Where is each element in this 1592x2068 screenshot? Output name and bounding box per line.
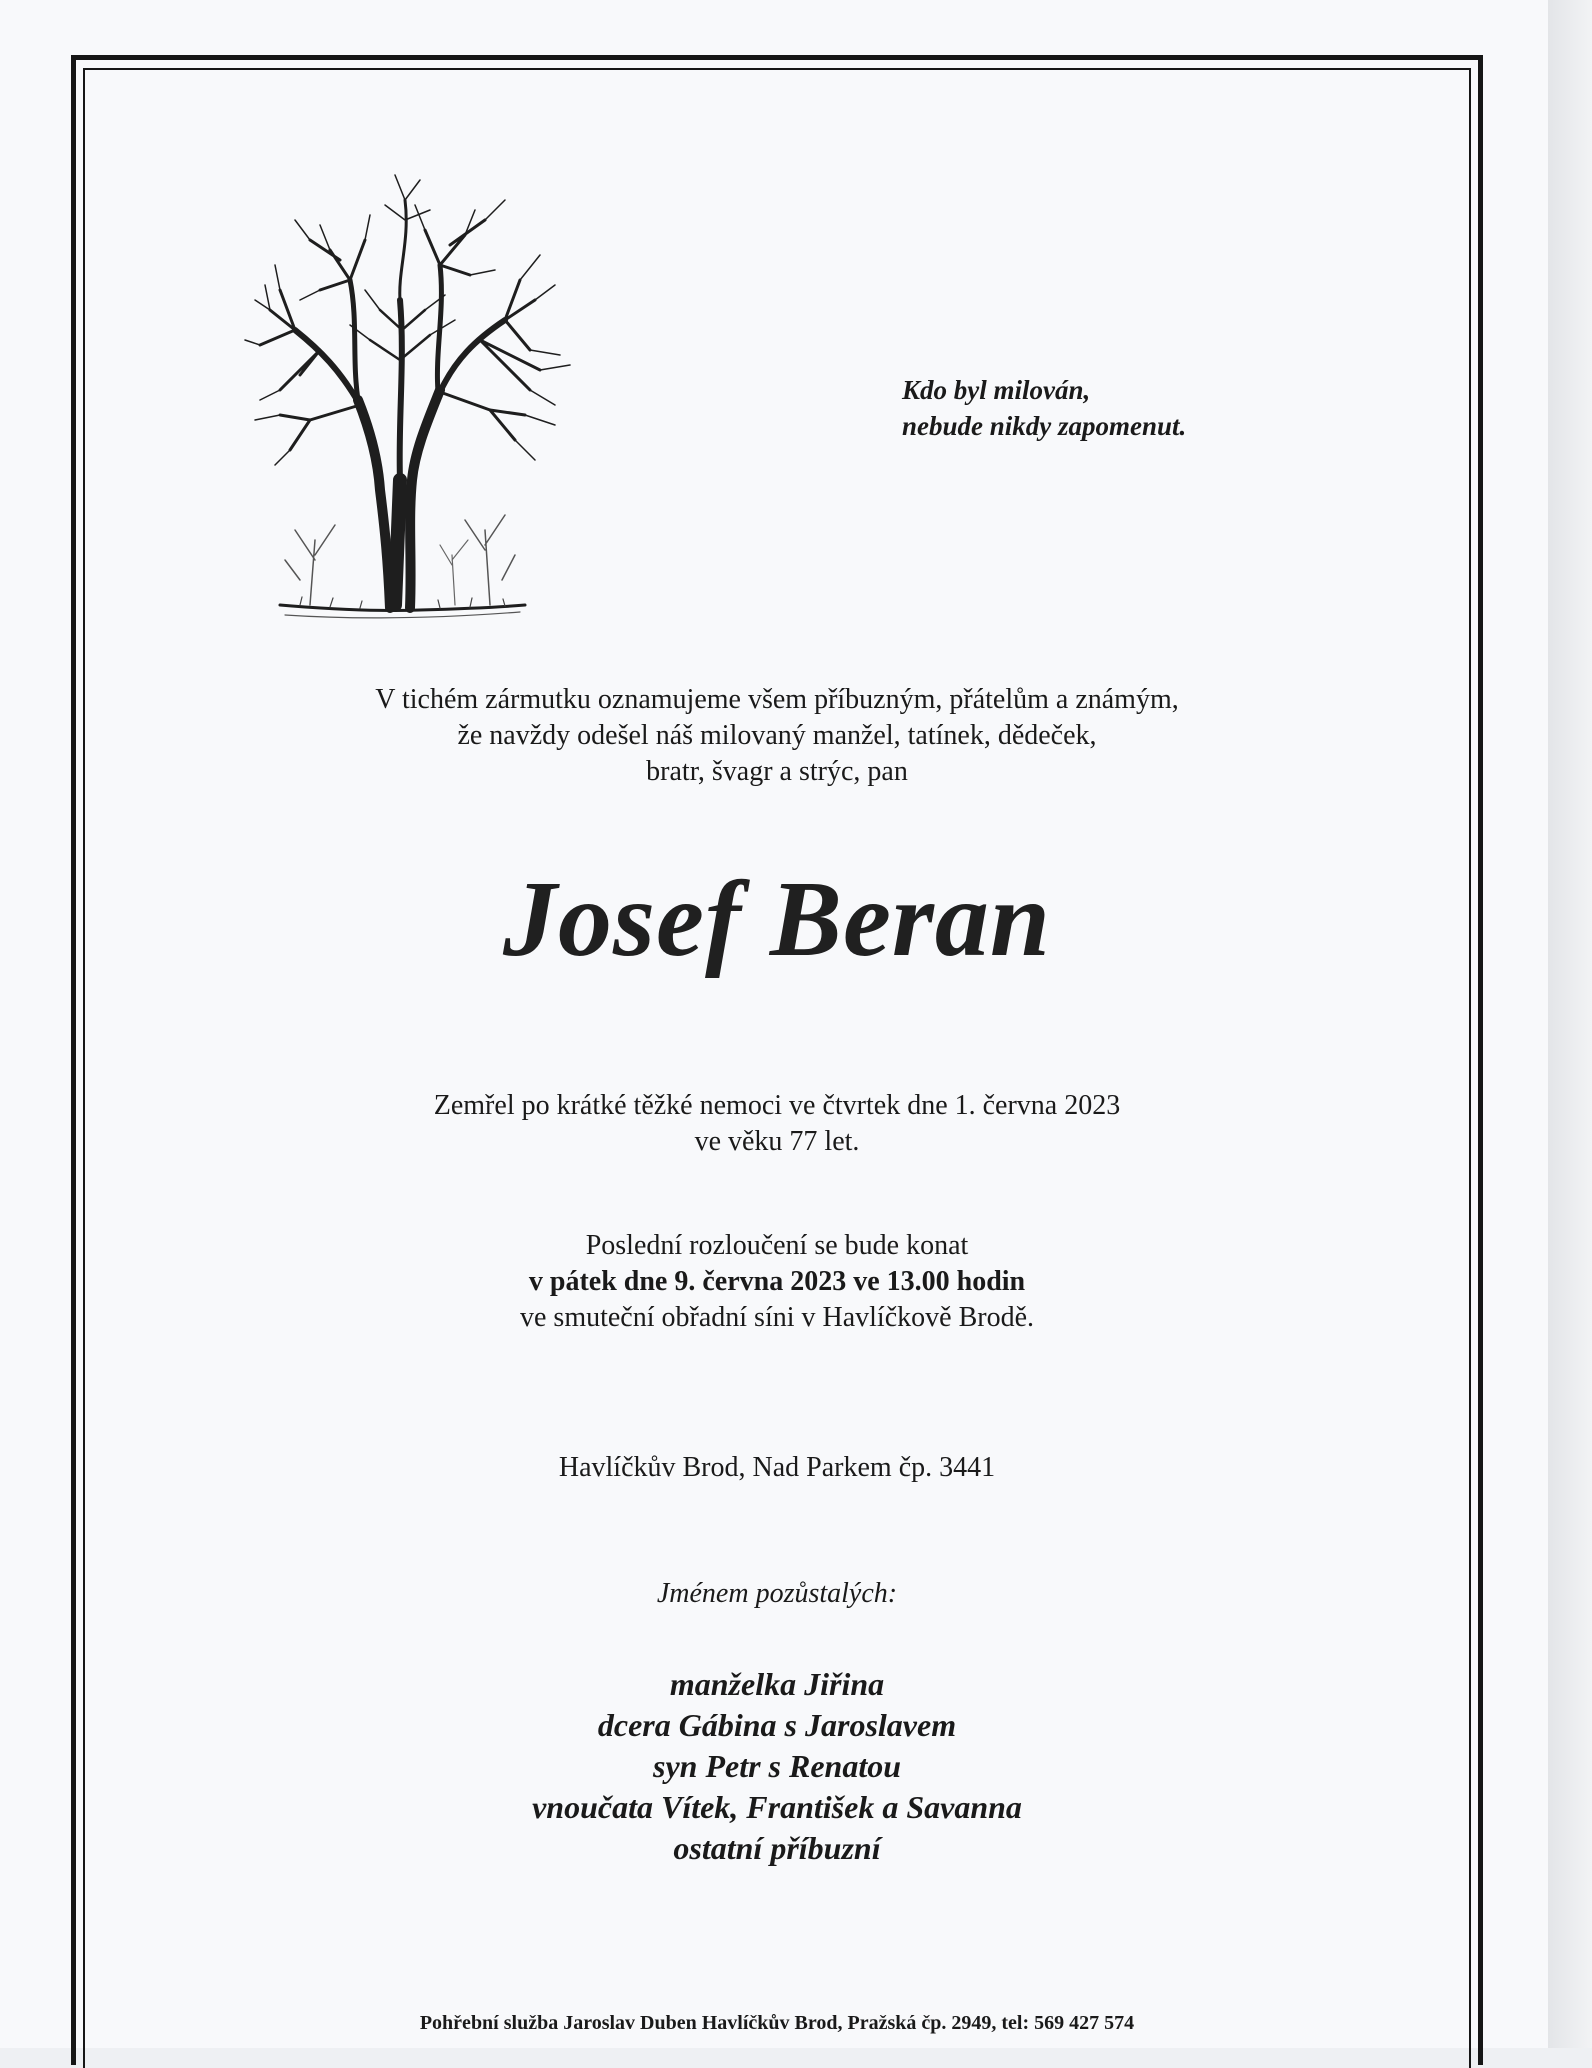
- paper-edge: [1548, 0, 1592, 2048]
- farewell-line-3: ve smuteční obřadní síni v Havlíčkově Brodě.: [520, 1302, 1034, 1333]
- intro-line-3: bratr, švagr a strýc, pan: [646, 756, 908, 787]
- motto-line-1: Kdo byl milován,: [902, 375, 1091, 405]
- farewell-details: [83, 1228, 1471, 1336]
- announcement-intro: [83, 682, 1471, 790]
- death-details: [83, 1088, 1471, 1160]
- farewell-line-1: Poslední rozloučení se bude konat: [585, 1230, 969, 1261]
- on-behalf-heading: Jménem pozůstalých:: [656, 1578, 898, 1609]
- survivors-list: [83, 1664, 1471, 1869]
- death-line-1: Zemřel po krátké těžké nemoci ve čtvrtek dne 1. června 2023: [433, 1090, 1121, 1121]
- family-address: Havlíčkův Brod, Nad Parkem čp. 3441: [558, 1452, 996, 1483]
- funeral-service-footer: Pohřební služba Jaroslav Duben Havlíčkův Brod, Pražská čp. 2949, tel: 569 427 574: [419, 2012, 1135, 2034]
- survivor-item: syn Petr s Renatou: [652, 1748, 902, 1784]
- bare-tree-icon: [240, 160, 590, 640]
- farewell-date-time: v pátek dne 9. června 2023 ve 13.00 hodin: [528, 1266, 1026, 1297]
- deceased-name: Josef Beran: [503, 860, 1051, 979]
- motto-line-2: nebude nikdy zapomenut.: [902, 411, 1187, 441]
- survivor-item: dcera Gábina s Jaroslavem: [597, 1707, 957, 1743]
- motto-quote: [902, 372, 1186, 444]
- intro-line-1: V tichém zármutku oznamujeme všem příbuzným, přátelům a známým,: [375, 684, 1179, 715]
- survivor-item: ostatní příbuzní: [673, 1830, 881, 1866]
- survivor-item: manželka Jiřina: [669, 1666, 885, 1702]
- survivor-item: vnoučata Vítek, František a Savanna: [532, 1789, 1022, 1825]
- intro-line-2: že navždy odešel náš milovaný manžel, tatínek, dědeček,: [457, 720, 1097, 751]
- death-line-2: ve věku 77 let.: [694, 1126, 860, 1157]
